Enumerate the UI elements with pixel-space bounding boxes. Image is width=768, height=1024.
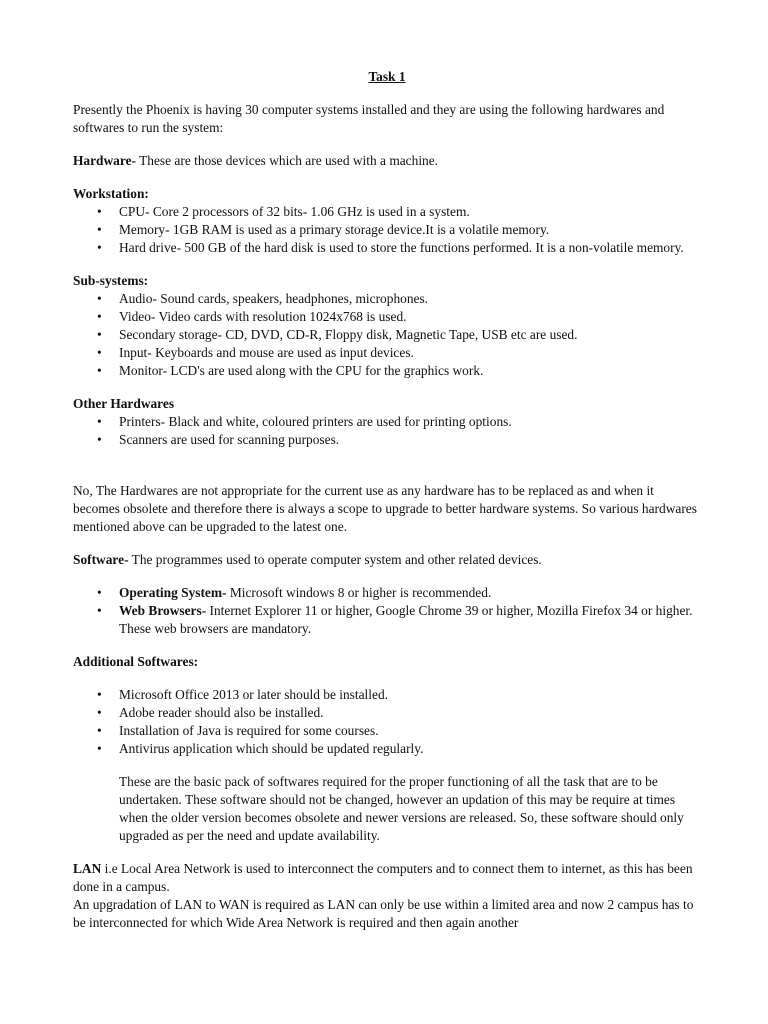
hardware-assessment-paragraph: No, The Hardwares are not appropriate for the current use as any hardware has to be replaced as and when it becomes obsolete and therefore there is always a scope to upgrade to better hardware systems. So various hardwares mentioned above can be upgraded to the latest one. — [73, 483, 697, 534]
list-item-text: Audio- Sound cards, speakers, headphones, microphones. — [119, 291, 429, 306]
list-item — [73, 290, 701, 308]
additional-softwares-heading: Additional Softwares: — [73, 654, 199, 669]
other-hardwares-list — [73, 413, 701, 449]
software-list — [73, 584, 701, 638]
page-title: Task 1 — [368, 69, 406, 84]
bullet-icon: • — [97, 345, 102, 360]
list-item-text: Monitor- LCD's are used along with the CPU for the graphics work. — [119, 363, 484, 378]
list-item-text: Antivirus application which should be updated regularly. — [119, 741, 424, 756]
additional-softwares-paragraph: These are the basic pack of softwares required for the proper functioning of all the task that are to be undertaken. These software should not be changed, however an updation of this may be require at times when the older version becomes obsolete and newer versions are released. So, these software should only upgraded as per the need and update availability. — [119, 774, 684, 843]
subsystems-list — [73, 290, 701, 380]
lan-text: i.e Local Area Network is used to interconnect the computers and to connect them to internet, as this has been done in a campus. — [73, 861, 693, 894]
list-item — [73, 602, 701, 638]
list-item-text: Input- Keyboards and mouse are used as input devices. — [119, 345, 414, 360]
list-item — [73, 239, 701, 257]
bullet-icon: • — [97, 222, 102, 237]
list-item-text: Microsoft Office 2013 or later should be installed. — [119, 687, 388, 702]
bullet-icon: • — [97, 363, 102, 378]
bullet-icon: • — [97, 309, 102, 324]
list-item-text: Video- Video cards with resolution 1024x768 is used. — [119, 309, 407, 324]
bullet-icon: • — [97, 723, 102, 738]
lan-term: LAN — [73, 861, 102, 876]
software-term: Software- — [73, 552, 129, 567]
list-item — [73, 308, 701, 326]
list-item-term: Web Browsers- — [119, 603, 207, 618]
list-item — [73, 431, 701, 449]
bullet-icon: • — [97, 432, 102, 447]
subsystems-heading: Sub-systems: — [73, 273, 149, 288]
bullet-icon: • — [97, 603, 102, 618]
list-item — [73, 584, 701, 602]
list-item — [73, 344, 701, 362]
software-definition — [73, 551, 701, 569]
list-item-text: Printers- Black and white, coloured printers are used for printing options. — [119, 414, 512, 429]
list-item-text: Secondary storage- CD, DVD, CD-R, Floppy disk, Magnetic Tape, USB etc are used. — [119, 327, 578, 342]
list-item-text: Adobe reader should also be installed. — [119, 705, 324, 720]
lan-upgrade-paragraph: An upgradation of LAN to WAN is required as LAN can only be use within a limited area and now 2 campus has to be interconnected for which Wide Area Network is required and then again another — [73, 897, 694, 930]
bullet-icon: • — [97, 414, 102, 429]
additional-softwares-list — [73, 686, 701, 758]
other-hardwares-heading: Other Hardwares — [73, 396, 175, 411]
bullet-icon: • — [97, 240, 102, 255]
bullet-icon: • — [97, 705, 102, 720]
list-item — [73, 203, 701, 221]
list-item-text: CPU- Core 2 processors of 32 bits- 1.06 GHz is used in a system. — [119, 204, 470, 219]
bullet-icon: • — [97, 585, 102, 600]
hardware-text: These are those devices which are used with a machine. — [135, 153, 439, 168]
document-body — [73, 68, 701, 932]
list-item-text: Memory- 1GB RAM is used as a primary storage device.It is a volatile memory. — [119, 222, 550, 237]
list-item — [73, 704, 701, 722]
list-item — [73, 362, 701, 380]
intro-paragraph: Presently the Phoenix is having 30 computer systems installed and they are using the following hardwares and softwares to run the system: — [73, 102, 665, 135]
list-item — [73, 413, 701, 431]
software-text: The programmes used to operate computer system and other related devices. — [128, 552, 542, 567]
list-item-text: Internet Explorer 11 or higher, Google Chrome 39 or higher, Mozilla Firefox 34 or higher. These web browsers are mandatory. — [119, 603, 693, 636]
list-item-text: Microsoft windows 8 or higher is recommended. — [226, 585, 492, 600]
workstation-heading: Workstation: — [73, 186, 149, 201]
lan-definition — [73, 860, 701, 896]
bullet-icon: • — [97, 741, 102, 756]
list-item — [73, 722, 701, 740]
hardware-definition — [73, 152, 701, 170]
list-item-text: Scanners are used for scanning purposes. — [119, 432, 340, 447]
list-item — [73, 221, 701, 239]
bullet-icon: • — [97, 204, 102, 219]
list-item — [73, 326, 701, 344]
list-item-text: Installation of Java is required for some courses. — [119, 723, 379, 738]
workstation-list — [73, 203, 701, 257]
hardware-term: Hardware- — [73, 153, 136, 168]
list-item-text: Hard drive- 500 GB of the hard disk is used to store the functions performed. It is a non-volatile memory. — [119, 240, 684, 255]
bullet-icon: • — [97, 687, 102, 702]
list-item-term: Operating System- — [119, 585, 227, 600]
bullet-icon: • — [97, 291, 102, 306]
list-item — [73, 686, 701, 704]
bullet-icon: • — [97, 327, 102, 342]
list-item — [73, 740, 701, 758]
